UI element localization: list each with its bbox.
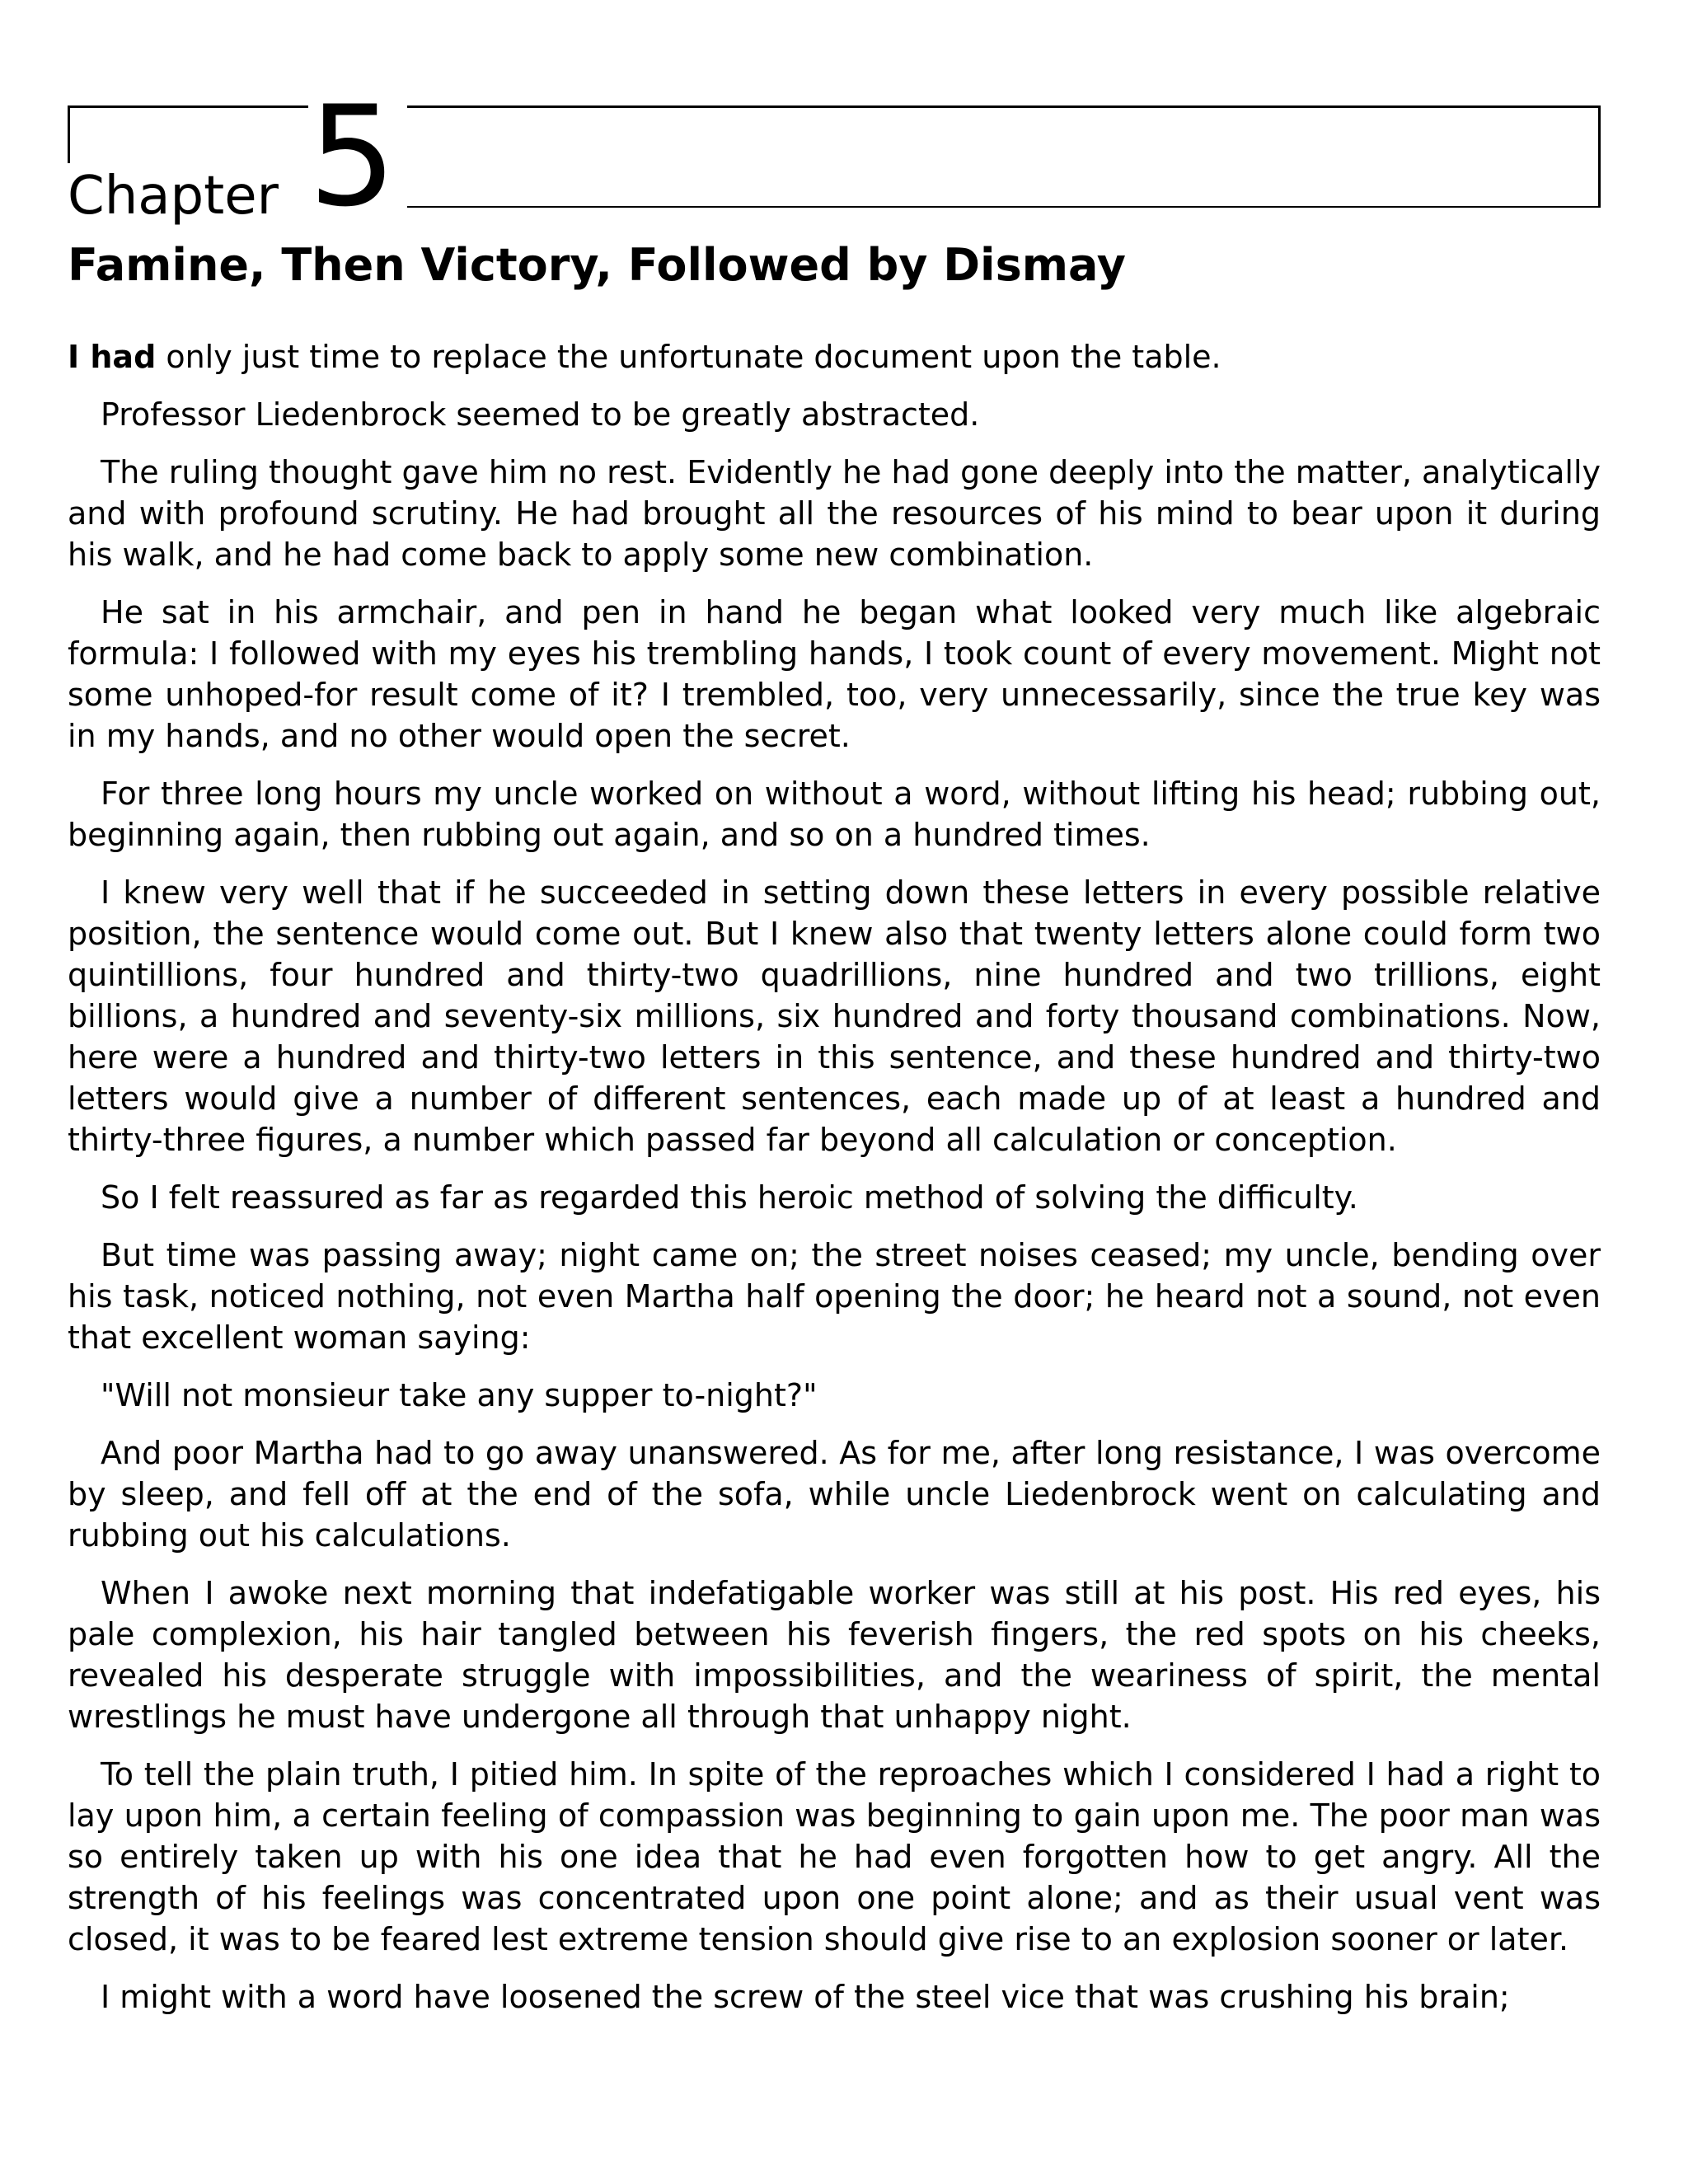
header-rule-left-vertical: [68, 105, 70, 163]
paragraph: But time was passing away; night came on; the street noises ceased; my uncle, bending over his task, noticed nothing, not even Martha half opening the door; he heard not a sound, not even that excellent woman saying:: [68, 1237, 1601, 1356]
paragraph-lead-words: I had: [68, 339, 157, 375]
paragraph: I knew very well that if he succeeded in setting down these letters in every possible relative position, the sentence would come out. But I knew also that twenty letters alone could form two quintillions, four hundred and thirty-two quadrillions, nine hundred and two trillions, eight billions, a hundred and seventy-six millions, six hundred and forty thousand combinations. Now, here were a hundred and thirty-two letters in this sentence, and these hundred and thirty-two letters would give a number of different sentences, each made up of at least a hundred and thirty-three figures, a number which passed far beyond all calculation or conception.: [68, 874, 1601, 1158]
chapter-title: Famine, Then Victory, Followed by Dismay: [68, 239, 1126, 291]
paragraph: The ruling thought gave him no rest. Evidently he had gone deeply into the matter, analytically and with profound scrutiny. He had brought all the resources of his mind to bear upon it during his walk, and he had come back to apply some new combination.: [68, 454, 1601, 573]
chapter-header: [68, 76, 1601, 237]
paragraph: And poor Martha had to go away unanswered. As for me, after long resistance, I was overcome by sleep, and fell off at the end of the sofa, while uncle Liedenbrock went on calculating and rubbing out his calculations.: [68, 1435, 1601, 1554]
paragraph: He sat in his armchair, and pen in hand he began what looked very much like algebraic formula: I followed with my eyes his trembling hands, I took count of every movement. Might not some unhoped-for result come of it? I trembled, too, very unnecessarily, since the true key was in my hands, and no other would open the secret.: [68, 594, 1601, 754]
paragraph-text: only just time to replace the unfortunate document upon the table.: [156, 339, 1221, 375]
chapter-label: Chapter: [68, 166, 279, 227]
paragraph: When I awoke next morning that indefatigable worker was still at his post. His red eyes, his pale complexion, his hair tangled between his feverish fingers, the red spots on his cheeks, revealed his desperate struggle with impossibilities, and the weariness of spirit, the mental wrestlings he must have undergone all through that unhappy night.: [68, 1575, 1601, 1735]
header-rule-bottom: [407, 206, 1601, 208]
paragraph: To tell the plain truth, I pitied him. In spite of the reproaches which I considered I had a right to lay upon him, a certain feeling of compassion was beginning to gain upon me. The poor man was so entirely taken up with his one idea that he had even forgotten how to get angry. All the strength of his feelings was concentrated upon one point alone; and as their usual vent was closed, it was to be feared lest extreme tension should give rise to an explosion sooner or later.: [68, 1756, 1601, 1957]
paragraph: Professor Liedenbrock seemed to be greatly abstracted.: [101, 396, 980, 433]
paragraph: So I felt reassured as far as regarded this heroic method of solving the difficulty.: [101, 1179, 1358, 1216]
paragraph: I might with a word have loosened the screw of the steel vice that was crushing his brain;: [101, 1979, 1510, 2015]
chapter-body: [68, 336, 1601, 2018]
paragraph: For three long hours my uncle worked on without a word, without lifting his head; rubbing out, beginning again, then rubbing out again, and so on a hundred times.: [68, 776, 1601, 853]
header-rule-left-top: [68, 105, 308, 108]
header-rule-right-vertical: [1598, 105, 1601, 208]
header-rule-right-top: [407, 105, 1601, 108]
paragraph: [68, 336, 1601, 377]
paragraph: "Will not monsieur take any supper to-night?": [101, 1377, 818, 1413]
chapter-number: 5: [308, 76, 396, 237]
